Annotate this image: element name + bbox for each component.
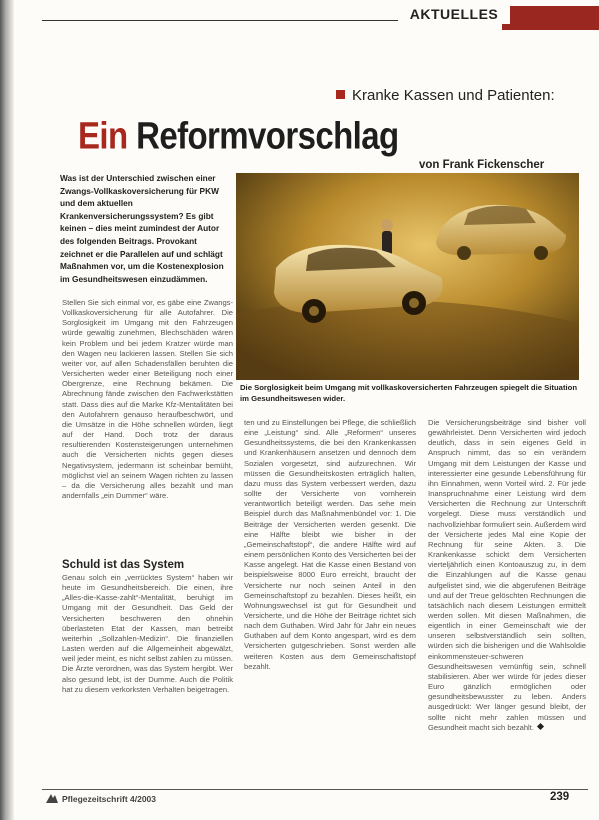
article-kicker-text: Kranke Kassen und Patienten: <box>352 87 555 104</box>
section-color-bar <box>502 6 599 30</box>
article-headline <box>78 114 399 158</box>
body-paragraph: ten und zu Einstellungen bei Pflege, die schließlich eine „Leistung“ sind. Alle „Reformen“ unseres Gesundheitssystems, die bei den Krankenkassen und Krankenhäusern ansetzen und dennoch dem Sozialen vorgesetzt, sind aufzurechnen. Wir müssen die Gesundheitskosten erträglich halten, dazu muss das System verbessert werden, dazu sollte der Versicherte von vornherein verantwortlich beteiligt werden. Das sehe mein Beispiel durch das Maßnahmenbündel vor: 1. Die Beiträge der Versicherten werden gesenkt. Die eine Hälfte bleibt wie bisher in der „Gemeinschaftstopf“, die andere Hälfte wird auf einem persönlichen Konto des Versicherten bei der Kasse angelegt. Hat die Kasse einen Bestand von beispielsweise 8000 Euro erreicht, braucht der Versicherte nur noch seinen Anteil in den Gemeinschaftstopf zu bezahlen. Dieses heißt, ein Wohnungswechsel ist gut für Gesundheit und Versicherte, und die Höhe der Beiträge richtet sich nach dem Guthaben. Wird Jahr für Jahr ein neues Guthaben auf dem Konto angespart, wird es dem Versicherten gutgeschrieben. Sonst werden alle weiteren Kosten aus dem Gemeinschaftstopf bezahlt. <box>244 418 416 671</box>
toy-cars-photo <box>236 173 579 380</box>
body-paragraph: Die Versicherungsbeiträge sind bisher voll gewährleistet. Denn Versicherten wird jedoch deutlich, dass in sein eigenes Geld in Anspruch nimmt, das so ein verändern Umgang mit dem Leistungen der Kasse und interessierter eine gesunde Lebensführung für ihn Einnahmen, wenn Vorteil wird. 2. Für jede Inanspruchnahme einer Leistung wird dem Versicherten die Rechnung zur Unterschrift vorgelegt. Diese muss verständlich und nachvollziehbar formuliert sein. Außerdem wird der Versicherte jedes Mal eine Kopie der Rechnung für seine Akten. 3. Die Krankenkasse schickt dem Versicherten vierteljährlich einen Kontoauszug zu, in dem die Einzahlungen auf die Kasse genau aufgelistet sind, wie die abgerufenen Beiträge und auf der Treue gelöschten Rechnungen die tatsächlich nach diesem Leistungen ermittelt werden sollen. Mit diesen Maßnahmen, die eigentlich in einer Gemeinschaft wie der unseren selbstverständlich sein sollten, würden sich die bisherigen und die Wahlsoldie einkommensteuer-schweren Gesundheitswesen vernünftig sein, schnell stabilisieren. Aber wer würde für jedes dieser Euro gänzlich ermöglichen oder gesundheitsbewusster zu leben. Anders ausgedrückt: Wer länger gesund bleibt, der sollte nicht mehr zahlen müssen und Gesundheit macht sich bezahlt. <box>428 418 586 732</box>
article-photo <box>236 173 579 380</box>
body-column-1 <box>62 298 233 501</box>
body-column-1-continued <box>62 573 233 695</box>
body-column-3 <box>428 418 586 733</box>
section-tag: AKTUELLES <box>398 6 510 24</box>
journal-logo-icon <box>45 793 59 804</box>
footer-rule <box>42 789 588 790</box>
article-lead: Was ist der Unterschied zwischen einer Zwangs-Vollkaskoversicherung für PKW und dem aktuellen Krankenversicherungssystem? Es gibt keinen – dies meint zumindest der Autor des folgenden Beitrags. Provokant zeichnet er die Parallelen auf und schlägt Maßnahmen vor, um die Kostenexplosion im Gesundheitswesen einzudämmen. <box>60 173 224 284</box>
headline-rest: Reformvorschlag <box>127 114 399 157</box>
journal-name: Pflegezeitschrift 4/2003 <box>62 794 157 804</box>
page-spine-shadow <box>0 0 14 820</box>
article-subheading: Schuld ist das System <box>62 559 185 571</box>
end-of-article-icon <box>537 723 544 730</box>
photo-caption: Die Sorglosigkeit beim Umgang mit vollkaskoversicherten Fahrzeugen spiegelt die Situation im Gesundheitswesen wider. <box>240 383 578 403</box>
body-paragraph: Stellen Sie sich einmal vor, es gäbe eine Zwangs-Vollkaskoversicherung für alle Autofahrer. Die Sorglosigkeit im Umgang mit den Fahrzeugen würde gewaltig zunehmen, Blechschäden wären kein Problem und bei jedem Kratzer würde man den Wagen neu lackieren lassen. Stellen Sie sich weiter vor, auf allen Schadensfällen beruhten die Versicherten weder einer Beteiligung noch einer Obergrenze, eine Rechnung bekämen. Die Abrechnung fände zwischen den Fachwerkstätten statt. Dass dies auf die Marke Kfz-Mentalitäten bei den Autofahrern genauso heraufbeschwört, und die Umsätze in die Höhe schnellen würden, liegt auf der Hand. Doch trotz der daraus resultierenden Kostensteigerungen unternehmen auch die Versicherten nichts gegen dieses Negativsystem, jedermann ist scheinbar bemüht, möglichst viel an seinem Wagen richten zu lassen – da die Versicherung alles bezahlt und man andernfalls „ein Dummer“ wäre. <box>62 298 233 500</box>
article-author: von Frank Fickenscher <box>419 159 545 171</box>
body-paragraph: Genau solch ein „verrücktes System“ haben wir heute im Gesundheitsbereich. Die einen, ihre „Alles-die-Kasse-zahlt“-Mentalität, beruhigt im Umgang mit der Gesundheit. Das Geld der Versicherten beschweren den ohnehin überlasteten Etat der Kassen, man betreibt weiterhin „Sollzahlen-Medizin“. Die finanziellen Lasten werden auf die Allgemeinheit abgewälzt, weil jeder meint, es nicht selbst zahlen zu müssen. Die Ärzte verordnen, was das System hergibt. Wer also gesund lebt, ist der Dumme. Auch die Politik hat zu diesem verkorksten Verhalten beigetragen. <box>62 573 233 694</box>
kicker-square-icon <box>336 90 345 99</box>
body-paragraph-end <box>428 418 586 733</box>
body-column-2 <box>244 418 416 672</box>
article-kicker <box>336 87 555 104</box>
page-number: 239 <box>550 791 570 803</box>
headline-first-word: Ein <box>78 114 128 157</box>
